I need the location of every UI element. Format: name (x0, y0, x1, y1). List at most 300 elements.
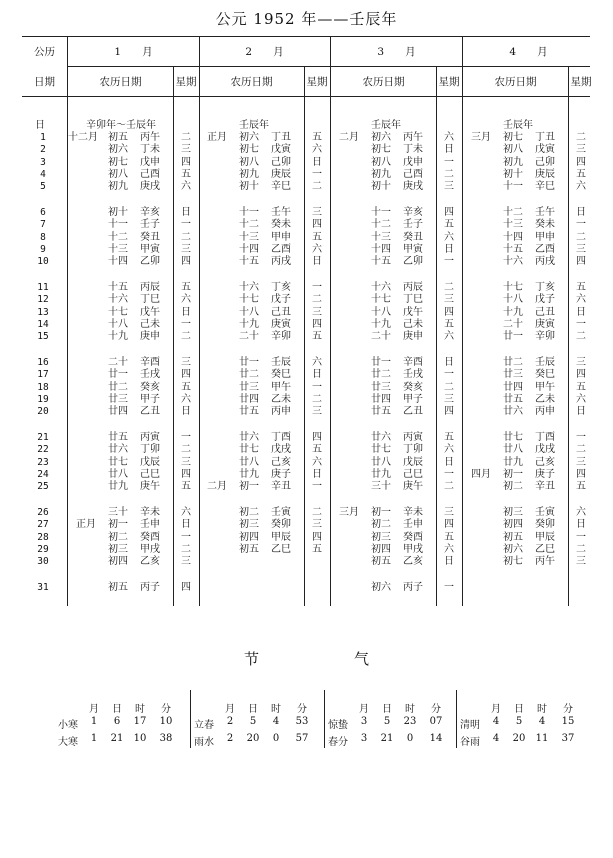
ganzhi: 辛亥 (140, 207, 160, 218)
jieqi-month: 2 (226, 716, 234, 727)
ganzhi: 甲戌 (140, 543, 160, 555)
ganzhi: 丁巳 (140, 294, 160, 306)
day-number: 28 (37, 531, 49, 543)
ganzhi: 甲申 (271, 231, 291, 243)
lunar-day: 十三 (239, 231, 259, 243)
lunar-day: 初七 (108, 156, 128, 168)
day-number: 18 (37, 381, 49, 393)
weekday: 六 (181, 181, 191, 193)
jieqi-col-header: 分 (563, 704, 573, 715)
weekday: 四 (181, 468, 191, 480)
lunar-day: 初九 (503, 156, 523, 168)
ganzhi: 辛卯 (271, 331, 291, 343)
lunar-day: 初三 (503, 507, 523, 518)
xingqi-label: 星期 (306, 76, 328, 88)
lunar-day: 十一 (371, 207, 391, 218)
ganzhi: 庚辰 (535, 168, 555, 180)
weekday: 四 (312, 318, 322, 330)
ganzhi: 乙亥 (140, 556, 160, 568)
weekday: 五 (312, 543, 322, 555)
day-number: 19 (37, 393, 49, 405)
weekday: 五 (312, 444, 322, 456)
ganzhi: 戊午 (140, 306, 160, 318)
ganzhi: 丙午 (140, 132, 160, 143)
month-header: 1 月 (114, 46, 153, 58)
lunar-day: 初六 (239, 132, 259, 143)
ganzhi: 辛亥 (403, 207, 423, 218)
weekday: 二 (312, 393, 322, 405)
weekday: 三 (181, 456, 191, 468)
lunar-day: 初四 (239, 531, 259, 543)
weekday: 四 (444, 306, 454, 318)
weekday: 六 (576, 393, 586, 405)
weekday: 日 (181, 519, 191, 531)
lunar-day: 初五 (108, 582, 128, 593)
lunar-day: 初十 (503, 168, 523, 180)
weekday: 三 (576, 456, 586, 468)
month-header: 4 月 (509, 46, 548, 58)
table-top-rule (22, 36, 590, 37)
jieqi-group-rule (456, 690, 457, 748)
lunar-day: 廿二 (239, 369, 259, 381)
ganzhi: 庚午 (403, 481, 423, 493)
lunar-day: 廿四 (503, 381, 523, 393)
weekday: 二 (181, 543, 191, 555)
ganzhi: 戊午 (403, 306, 423, 318)
ganzhi: 癸丑 (140, 231, 160, 243)
lunar-day: 二十 (239, 331, 259, 343)
gongli-label: 公历 (34, 46, 55, 58)
ganzhi: 戊申 (403, 156, 423, 168)
ganzhi: 乙卯 (140, 256, 160, 268)
lunar-day: 二十 (108, 357, 128, 368)
weekday: 日 (444, 456, 454, 468)
month-header: 3 月 (377, 46, 416, 58)
lunar-day: 二十 (371, 331, 391, 343)
weekday: 五 (312, 231, 322, 243)
weekday: 四 (576, 256, 586, 268)
weekday: 六 (312, 144, 322, 156)
lunar-month-marker: 二月 (207, 481, 227, 493)
weekday: 四 (444, 519, 454, 531)
lunar-day: 廿三 (108, 393, 128, 405)
lunar-day: 十七 (239, 294, 259, 306)
year-label: 壬辰年 (503, 120, 533, 131)
jieqi-day: 5 (383, 716, 391, 727)
lunar-day: 十八 (239, 306, 259, 318)
jieqi-hour: 4 (538, 716, 546, 727)
jieqi-col-header: 分 (431, 704, 441, 715)
weekday: 一 (312, 481, 322, 493)
lunar-day: 十八 (503, 294, 523, 306)
jieqi-month: 1 (90, 716, 98, 727)
jieqi-hour: 10 (133, 733, 147, 744)
ganzhi: 癸巳 (535, 369, 555, 381)
ganzhi: 辛酉 (140, 357, 160, 368)
ganzhi: 甲午 (271, 381, 291, 393)
ganzhi: 癸未 (535, 219, 555, 231)
ganzhi: 庚戌 (403, 181, 423, 193)
lunar-day: 初三 (108, 543, 128, 555)
weekday: 五 (576, 481, 586, 493)
jieqi-name: 大寒 (58, 737, 78, 748)
weekday: 一 (444, 156, 454, 168)
weekday: 日 (444, 357, 454, 368)
weekday: 六 (312, 243, 322, 255)
ganzhi: 甲寅 (403, 243, 423, 255)
ganzhi: 丁巳 (403, 294, 423, 306)
lunar-day: 十八 (371, 306, 391, 318)
lunar-day: 十一 (239, 207, 259, 218)
lunar-month-marker: 四月 (471, 468, 491, 480)
day-number: 25 (37, 481, 49, 493)
jieqi-minute: 37 (561, 733, 575, 744)
lunar-day: 十九 (503, 306, 523, 318)
lunar-day: 廿五 (503, 393, 523, 405)
ganzhi: 己未 (140, 318, 160, 330)
jieqi-col-header: 日 (248, 704, 258, 715)
jieqi-col-header: 月 (89, 704, 99, 715)
xingqi-label: 星期 (438, 76, 460, 88)
lunar-day: 廿五 (108, 432, 128, 443)
lunar-day: 初七 (239, 144, 259, 156)
ganzhi: 庚子 (535, 468, 555, 480)
weekday: 二 (576, 231, 586, 243)
jieqi-minute: 15 (561, 716, 575, 727)
weekday: 四 (444, 207, 454, 218)
ganzhi: 乙酉 (535, 243, 555, 255)
ganzhi: 戊戌 (535, 444, 555, 456)
lunar-day: 廿三 (239, 381, 259, 393)
lunar-day: 十二 (108, 231, 128, 243)
lunar-day: 十三 (371, 231, 391, 243)
jieqi-col-header: 时 (135, 704, 145, 715)
ganzhi: 丁卯 (140, 444, 160, 456)
lunar-day: 十六 (371, 282, 391, 293)
lunar-day: 初四 (503, 519, 523, 531)
weekday: 二 (181, 444, 191, 456)
weekday: 五 (181, 381, 191, 393)
lunar-day: 廿八 (371, 456, 391, 468)
lunar-day: 廿一 (239, 357, 259, 368)
nongli-label: 农历日期 (494, 76, 537, 88)
weekday: 一 (312, 282, 322, 293)
weekday: 二 (312, 181, 322, 193)
lunar-month-marker: 三月 (471, 132, 491, 143)
jieqi-name: 雨水 (194, 737, 214, 748)
jieqi-col-header: 时 (537, 704, 547, 715)
weekday: 日 (444, 243, 454, 255)
ganzhi: 丁卯 (403, 444, 423, 456)
month-column-rule (330, 36, 331, 606)
ganzhi: 癸亥 (403, 381, 423, 393)
nongli-label: 农历日期 (99, 76, 142, 88)
day-number: 24 (37, 468, 49, 480)
lunar-day: 初十 (239, 181, 259, 193)
ganzhi: 癸未 (271, 219, 291, 231)
lunar-day: 初五 (108, 132, 128, 143)
ganzhi: 壬申 (140, 519, 160, 531)
ganzhi: 乙卯 (403, 256, 423, 268)
lunar-month-marker: 十二月 (68, 132, 98, 143)
lunar-day: 十一 (503, 181, 523, 193)
ganzhi: 壬子 (140, 219, 160, 231)
ganzhi: 戊子 (535, 294, 555, 306)
ganzhi: 丙申 (271, 406, 291, 418)
jieqi-name: 清明 (460, 720, 480, 731)
lunar-day: 初八 (503, 144, 523, 156)
ganzhi: 己未 (403, 318, 423, 330)
day-number: 3 (40, 156, 46, 168)
weekday: 日 (312, 256, 322, 268)
weekday: 五 (576, 168, 586, 180)
weekday: 四 (181, 582, 191, 593)
ganzhi: 乙未 (271, 393, 291, 405)
header-bottom-rule (22, 96, 590, 97)
jieqi-month: 1 (90, 733, 98, 744)
jieqi-col-header: 月 (225, 704, 235, 715)
ganzhi: 庚午 (140, 481, 160, 493)
lunar-day: 廿九 (108, 481, 128, 493)
jieqi-name: 小寒 (58, 720, 78, 731)
jieqi-day: 21 (380, 733, 394, 744)
weekday: 四 (312, 531, 322, 543)
lunar-day: 初六 (108, 144, 128, 156)
weekday: 六 (444, 132, 454, 143)
weekday: 四 (181, 256, 191, 268)
ganzhi: 丁酉 (271, 432, 291, 443)
ganzhi: 乙亥 (403, 556, 423, 568)
lunar-day: 十二 (239, 219, 259, 231)
lunar-day: 廿四 (108, 406, 128, 418)
lunar-month-marker: 正月 (76, 519, 96, 531)
weekday: 一 (181, 318, 191, 330)
ganzhi: 癸酉 (403, 531, 423, 543)
day-number: 7 (40, 219, 46, 231)
lunar-day: 十六 (239, 282, 259, 293)
ganzhi: 己亥 (535, 456, 555, 468)
weekday: 二 (312, 294, 322, 306)
lunar-day: 廿三 (503, 369, 523, 381)
jieqi-group-rule (190, 690, 191, 748)
ganzhi: 戊寅 (535, 144, 555, 156)
weekday: 二 (181, 331, 191, 343)
ganzhi: 乙巳 (535, 543, 555, 555)
weekday: 日 (444, 144, 454, 156)
weekday: 五 (444, 432, 454, 443)
weekday: 六 (576, 507, 586, 518)
ganzhi: 己巳 (140, 468, 160, 480)
jieqi-hour: 0 (272, 733, 280, 744)
weekday: 五 (181, 168, 191, 180)
day-number: 2 (40, 144, 46, 156)
lunar-day: 廿二 (108, 381, 128, 393)
lunar-day: 初五 (371, 556, 391, 568)
ganzhi: 甲辰 (271, 531, 291, 543)
ganzhi: 己丑 (535, 306, 555, 318)
weekday: 一 (444, 468, 454, 480)
lunar-day: 廿一 (108, 369, 128, 381)
weekday: 一 (312, 168, 322, 180)
lunar-day: 十三 (108, 243, 128, 255)
jieqi-name: 谷雨 (460, 737, 480, 748)
lunar-day: 初七 (503, 556, 523, 568)
weekday: 三 (444, 181, 454, 193)
ganzhi: 己卯 (535, 156, 555, 168)
lunar-day: 三十 (108, 507, 128, 518)
lunar-day: 十四 (503, 231, 523, 243)
ganzhi: 辛未 (403, 507, 423, 518)
lunar-day: 十四 (108, 256, 128, 268)
ganzhi: 甲戌 (403, 543, 423, 555)
ri-label: 日 (35, 120, 45, 131)
jieqi-hour: 11 (535, 733, 549, 744)
weekday: 二 (181, 132, 191, 143)
lunar-day: 十五 (239, 256, 259, 268)
lunar-day: 十二 (503, 207, 523, 218)
ganzhi: 庚申 (403, 331, 423, 343)
lunar-day: 十五 (108, 282, 128, 293)
day-number: 15 (37, 331, 49, 343)
lunar-day: 廿八 (239, 456, 259, 468)
jieqi-name: 立春 (194, 720, 214, 731)
day-number: 6 (40, 207, 46, 218)
lunar-day: 廿六 (239, 432, 259, 443)
ganzhi: 戊戌 (271, 444, 291, 456)
weekday: 三 (576, 144, 586, 156)
weekday: 日 (576, 406, 586, 418)
day-number: 5 (40, 181, 46, 193)
lunar-day: 十五 (371, 256, 391, 268)
weekday: 三 (181, 357, 191, 368)
lunar-day: 廿六 (503, 406, 523, 418)
lunar-day: 初二 (503, 481, 523, 493)
lunar-day: 十九 (108, 331, 128, 343)
weekday: 三 (181, 556, 191, 568)
ganzhi: 辛未 (140, 507, 160, 518)
jieqi-col-header: 分 (161, 704, 171, 715)
weekday: 二 (444, 481, 454, 493)
weekday: 六 (181, 294, 191, 306)
lunar-day: 初六 (371, 132, 391, 143)
jieqi-hour: 4 (272, 716, 280, 727)
jieqi-minute: 57 (295, 733, 309, 744)
ganzhi: 丙辰 (403, 282, 423, 293)
weekday: 三 (181, 243, 191, 255)
weekday: 六 (444, 543, 454, 555)
ganzhi: 壬辰 (535, 357, 555, 368)
weekday: 五 (312, 331, 322, 343)
jieqi-col-header: 日 (382, 704, 392, 715)
ganzhi: 丁丑 (535, 132, 555, 143)
weekday: 一 (181, 432, 191, 443)
weekday: 四 (576, 156, 586, 168)
day-number: 27 (37, 519, 49, 531)
lunar-day: 初六 (503, 543, 523, 555)
weekday: 三 (576, 556, 586, 568)
lunar-day: 十一 (108, 219, 128, 231)
ganzhi: 壬午 (535, 207, 555, 218)
ganzhi: 丙寅 (140, 432, 160, 443)
weekday: 一 (181, 219, 191, 231)
ganzhi: 甲子 (403, 393, 423, 405)
weekday: 一 (444, 582, 454, 593)
ganzhi: 庚戌 (140, 181, 160, 193)
ganzhi: 甲辰 (535, 531, 555, 543)
weekday: 二 (576, 444, 586, 456)
jieqi-hour: 17 (133, 716, 147, 727)
weekday: 日 (181, 406, 191, 418)
nongli-label: 农历日期 (230, 76, 273, 88)
xingqi-label: 星期 (570, 76, 592, 88)
ganzhi: 壬子 (403, 219, 423, 231)
lunar-day: 初九 (371, 168, 391, 180)
ganzhi: 丁酉 (535, 432, 555, 443)
lunar-day: 廿七 (108, 456, 128, 468)
month-header: 2 月 (245, 46, 284, 58)
weekday: 一 (444, 369, 454, 381)
ganzhi: 丙寅 (403, 432, 423, 443)
lunar-day: 二十 (503, 318, 523, 330)
lunar-month-marker: 正月 (207, 132, 227, 143)
jieqi-minute: 14 (429, 733, 443, 744)
lunar-day: 廿六 (108, 444, 128, 456)
jieqi-day: 5 (249, 716, 257, 727)
lunar-day: 十七 (371, 294, 391, 306)
weekday: 一 (444, 256, 454, 268)
weekday: 五 (576, 381, 586, 393)
lunar-day: 初十 (371, 181, 391, 193)
weekday: 五 (444, 531, 454, 543)
lunar-day: 初三 (239, 519, 259, 531)
jieqi-hour: 23 (403, 716, 417, 727)
weekday: 一 (576, 318, 586, 330)
lunar-day: 初八 (371, 156, 391, 168)
weekday: 二 (576, 331, 586, 343)
year-label: 辛卯年～壬辰年 (86, 120, 156, 131)
weekday: 一 (576, 432, 586, 443)
weekday: 五 (181, 282, 191, 293)
page-title: 公元 1952 年——壬辰年 (215, 10, 398, 28)
lunar-day: 初五 (503, 531, 523, 543)
ganzhi: 己亥 (271, 456, 291, 468)
lunar-month-marker: 三月 (339, 507, 359, 518)
ganzhi: 壬寅 (535, 507, 555, 518)
lunar-day: 初四 (371, 543, 391, 555)
day-number: 26 (37, 507, 49, 518)
lunar-day: 十四 (239, 243, 259, 255)
day-number: 11 (37, 282, 49, 293)
weekday: 四 (444, 406, 454, 418)
ganzhi: 丙戌 (535, 256, 555, 268)
ganzhi: 辛巳 (535, 181, 555, 193)
day-number: 17 (37, 369, 49, 381)
calendar-table (22, 36, 590, 606)
weekday: 六 (576, 294, 586, 306)
weekday: 日 (576, 306, 586, 318)
jieqi-month: 4 (492, 733, 500, 744)
ganzhi: 丁丑 (271, 132, 291, 143)
jieqi-name: 春分 (328, 737, 348, 748)
ganzhi: 丁亥 (535, 282, 555, 293)
xingqi-label: 星期 (175, 76, 197, 88)
weekday: 四 (181, 369, 191, 381)
weekday: 四 (576, 468, 586, 480)
day-number: 22 (37, 444, 49, 456)
jieqi-col-header: 月 (359, 704, 369, 715)
lunar-day: 初六 (371, 582, 391, 593)
ganzhi: 壬戌 (403, 369, 423, 381)
